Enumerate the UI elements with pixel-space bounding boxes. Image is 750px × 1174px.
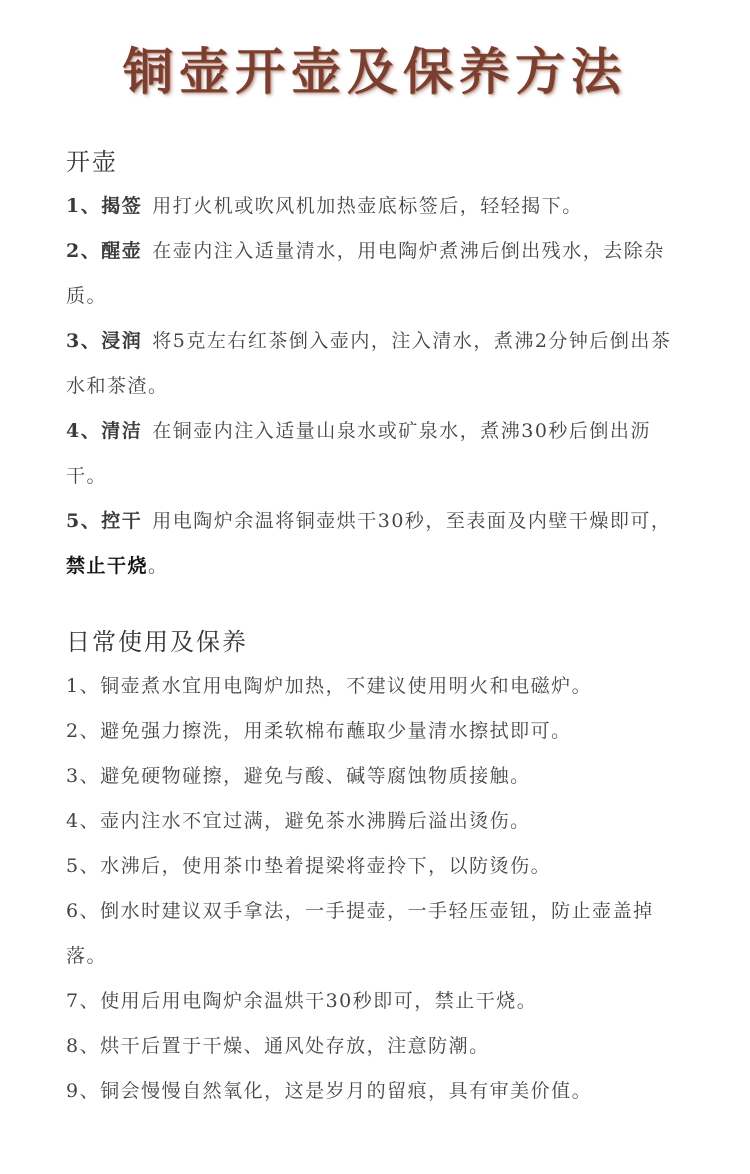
step-number: 4、	[66, 420, 102, 442]
page-title: 铜壶开壶及保养方法	[123, 42, 627, 101]
warning-text: 禁止干烧	[66, 555, 149, 577]
care-item	[66, 1069, 691, 1114]
step-number: 2、	[66, 240, 102, 262]
step-item	[66, 229, 691, 319]
step-item	[66, 319, 691, 409]
care-text: 水沸后，使用茶巾垫着提梁将壶拎下，以防烫伤。	[100, 855, 552, 877]
section-open-pot	[66, 142, 691, 589]
care-number: 8、	[66, 1035, 101, 1057]
step-text: 用电陶炉余温将铜壶烘干30秒，至表面及内壁干燥即可，	[152, 510, 672, 532]
care-text: 壶内注水不宜过满，避免茶水沸腾后溢出烫伤。	[100, 810, 531, 832]
care-item	[66, 1024, 691, 1069]
care-text: 避免强力擦洗，用柔软棉布蘸取少量清水擦拭即可。	[100, 720, 572, 742]
care-number: 5、	[66, 855, 101, 877]
step-number: 3、	[66, 330, 102, 352]
care-number: 4、	[66, 810, 101, 832]
step-keyword: 清洁	[101, 420, 143, 442]
section-heading-open-pot: 开壶	[66, 148, 118, 176]
care-item	[66, 799, 691, 844]
step-item	[66, 409, 691, 499]
care-text: 使用后用电陶炉余温烘干30秒即可，禁止干烧。	[100, 990, 538, 1012]
step-item	[66, 184, 691, 229]
care-number: 7、	[66, 990, 101, 1012]
step-text-tail: 。	[148, 555, 169, 577]
care-number: 6、	[66, 900, 101, 922]
step-number: 5、	[66, 510, 102, 532]
step-text: 将5克左右红茶倒入壶内，注入清水，煮沸2分钟后倒出茶水和茶渣。	[66, 330, 672, 397]
step-keyword: 醒壶	[101, 240, 143, 262]
step-text: 在铜壶内注入适量山泉水或矿泉水，煮沸30秒后倒出沥干。	[66, 420, 651, 487]
care-number: 2、	[66, 720, 101, 742]
care-text: 避免硬物碰擦，避免与酸、碱等腐蚀物质接触。	[100, 765, 531, 787]
section-daily-care	[66, 622, 691, 1114]
step-text: 在壶内注入适量清水，用电陶炉煮沸后倒出残水，去除杂质。	[66, 240, 665, 307]
care-number: 1、	[66, 675, 101, 697]
care-item	[66, 754, 691, 799]
step-text: 用打火机或吹风机加热壶底标签后，轻轻揭下。	[152, 195, 583, 217]
step-keyword: 控干	[101, 510, 143, 532]
step-keyword: 揭签	[101, 195, 143, 217]
care-item	[66, 664, 691, 709]
step-number: 1、	[66, 195, 102, 217]
care-item	[66, 844, 691, 889]
section-heading-daily-care: 日常使用及保养	[66, 628, 248, 656]
care-text: 烘干后置于干燥、通风处存放，注意防潮。	[100, 1035, 490, 1057]
care-item	[66, 709, 691, 754]
care-text: 倒水时建议双手拿法，一手提壶，一手轻压壶钮，防止壶盖掉落。	[66, 900, 654, 967]
step-keyword: 浸润	[101, 330, 143, 352]
care-item	[66, 889, 691, 979]
step-item	[66, 499, 691, 589]
care-text: 铜壶煮水宜用电陶炉加热，不建议使用明火和电磁炉。	[100, 675, 593, 697]
care-number: 3、	[66, 765, 101, 787]
care-item	[66, 979, 691, 1024]
care-number: 9、	[66, 1080, 101, 1102]
care-text: 铜会慢慢自然氧化，这是岁月的留痕，具有审美价值。	[100, 1080, 593, 1102]
